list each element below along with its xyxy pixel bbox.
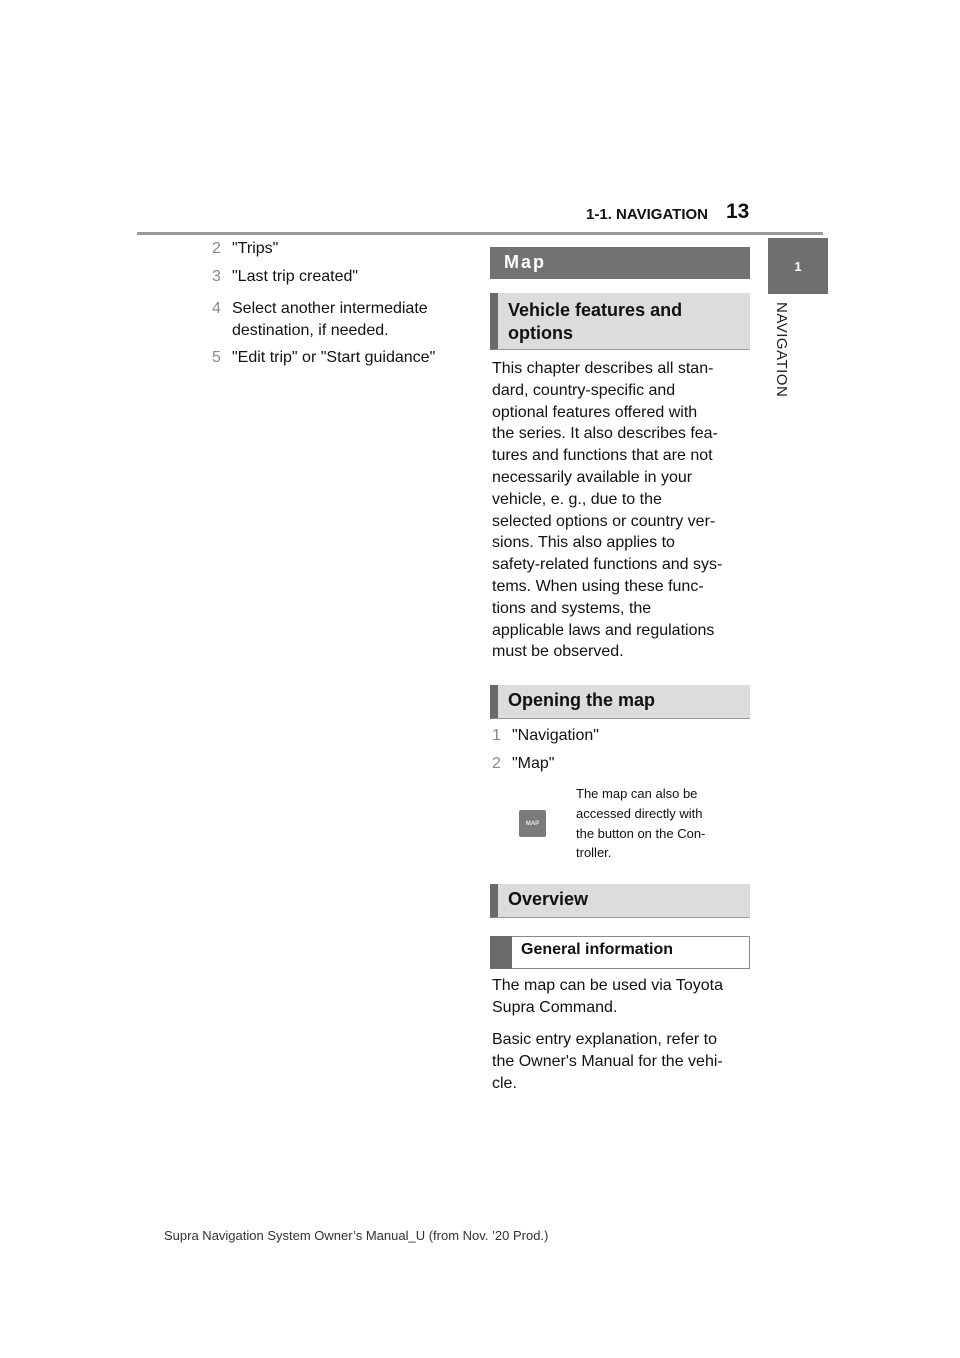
header-rule <box>137 232 823 235</box>
step-item: 2 "Trips" <box>212 240 279 257</box>
overview-paragraph: Basic entry explanation, refer to the Owner's Manual for the vehi- cle. <box>492 1031 723 1092</box>
overview-paragraph: The map can be used via Toyota Supra Command. <box>492 977 723 1016</box>
step-item: 2 "Map" <box>492 755 555 772</box>
step-item: 3 "Last trip created" <box>212 268 359 285</box>
section-header: 1-1. NAVIGATION <box>586 206 708 223</box>
page-footer: Supra Navigation System Owner’s Manual_U (from Nov. ’20 Prod.) <box>164 1228 549 1243</box>
general-information-heading: General information <box>490 936 750 969</box>
heading-marker <box>490 936 512 969</box>
vehicle-features-heading: Vehicle features and options <box>490 293 750 350</box>
step-item: 5 "Edit trip" or "Start guidance" <box>212 349 436 366</box>
step-item: 4 Select another intermediate destination, if needed. <box>212 300 428 339</box>
map-button-icon: MAP <box>519 810 546 837</box>
chapter-label: NAVIGATION <box>773 302 790 398</box>
opening-map-heading: Opening the map <box>490 685 750 719</box>
map-button-note: The map can also be accessed directly with the button on the Con- troller. <box>576 786 706 861</box>
chapter-number: 1 <box>794 258 802 274</box>
chapter-tab <box>768 238 828 294</box>
intro-paragraph: This chapter describes all stan- dard, country-specific and optional features offered with the series. It also describes fea- tures and functions that are not necessarily available in your vehicle, e. g., due to the selected options or country ver- sions. This also applies to safety-related functions and sys- tems. When using these func- tions and systems, the applicable laws and regulations must be observed. <box>492 360 723 661</box>
map-heading: Map <box>490 247 750 279</box>
page-number: 13 <box>726 200 750 223</box>
step-item: 1 "Navigation" <box>492 727 599 744</box>
overview-heading: Overview <box>490 884 750 918</box>
